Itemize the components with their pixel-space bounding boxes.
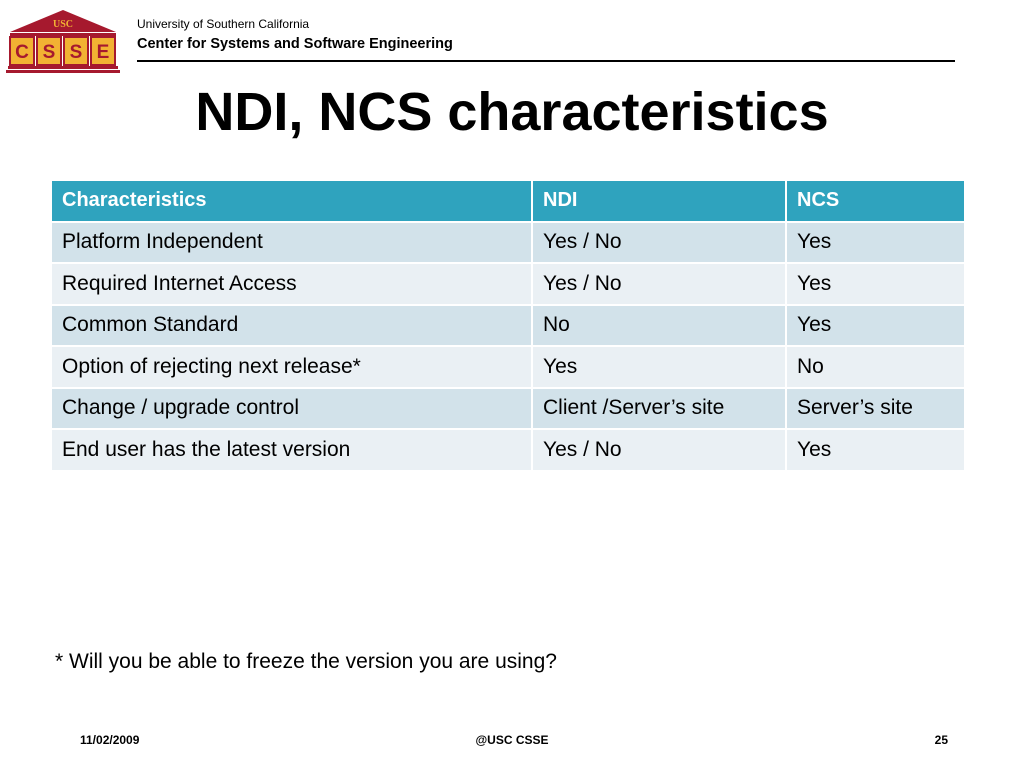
cell-ndi: Yes [533,347,787,387]
header [137,17,453,54]
column-header-ncs: NCS [787,181,964,221]
column-header-ndi: NDI [533,181,787,221]
cell-ndi: Yes / No [533,430,787,470]
footnote: * Will you be able to freeze the version you are using? [55,650,557,673]
cell-ndi: Yes / No [533,223,787,263]
university-name: University of Southern California [137,17,310,31]
footer-date: 11/02/2009 [80,733,140,747]
table-row [52,389,964,429]
header-divider [137,60,955,62]
slide-title: NDI, NCS characteristics [195,82,829,142]
cell-ncs: Yes [787,223,964,263]
cell-characteristic: Platform Independent [52,223,533,263]
table-row [52,306,964,346]
table-row [52,223,964,263]
cell-characteristic: Option of rejecting next release* [52,347,533,387]
usc-csse-logo [6,8,120,74]
column-header-characteristics: Characteristics [52,181,533,221]
logo-lintel [10,33,116,36]
logo-step-1 [8,66,118,69]
cell-ncs: Yes [787,264,964,304]
logo-usc-text: USC [52,19,74,30]
cell-ndi: Yes / No [533,264,787,304]
table-row [52,430,964,470]
center-name: Center for Systems and Software Engineering [137,36,453,52]
cell-characteristic: Required Internet Access [52,264,533,304]
table-row [52,264,964,304]
cell-ncs: Yes [787,430,964,470]
logo-letter-c: C [15,42,29,63]
cell-ncs: Yes [787,306,964,346]
table-header-row [52,181,964,221]
cell-characteristic: End user has the latest version [52,430,533,470]
characteristics-table [52,179,964,472]
cell-ncs: No [787,347,964,387]
footer-organization: @USC CSSE [475,733,549,747]
page-number: 25 [934,733,948,747]
table-row [52,347,964,387]
logo-letter-e: E [96,42,110,63]
cell-ndi: No [533,306,787,346]
cell-characteristic: Common Standard [52,306,533,346]
cell-ndi: Client /Server’s site [533,389,787,429]
logo-letter-s2: S [69,42,83,63]
logo-step-2 [6,70,120,73]
logo-letter-s: S [42,42,56,63]
cell-characteristic: Change / upgrade control [52,389,533,429]
cell-ncs: Server’s site [787,389,964,429]
